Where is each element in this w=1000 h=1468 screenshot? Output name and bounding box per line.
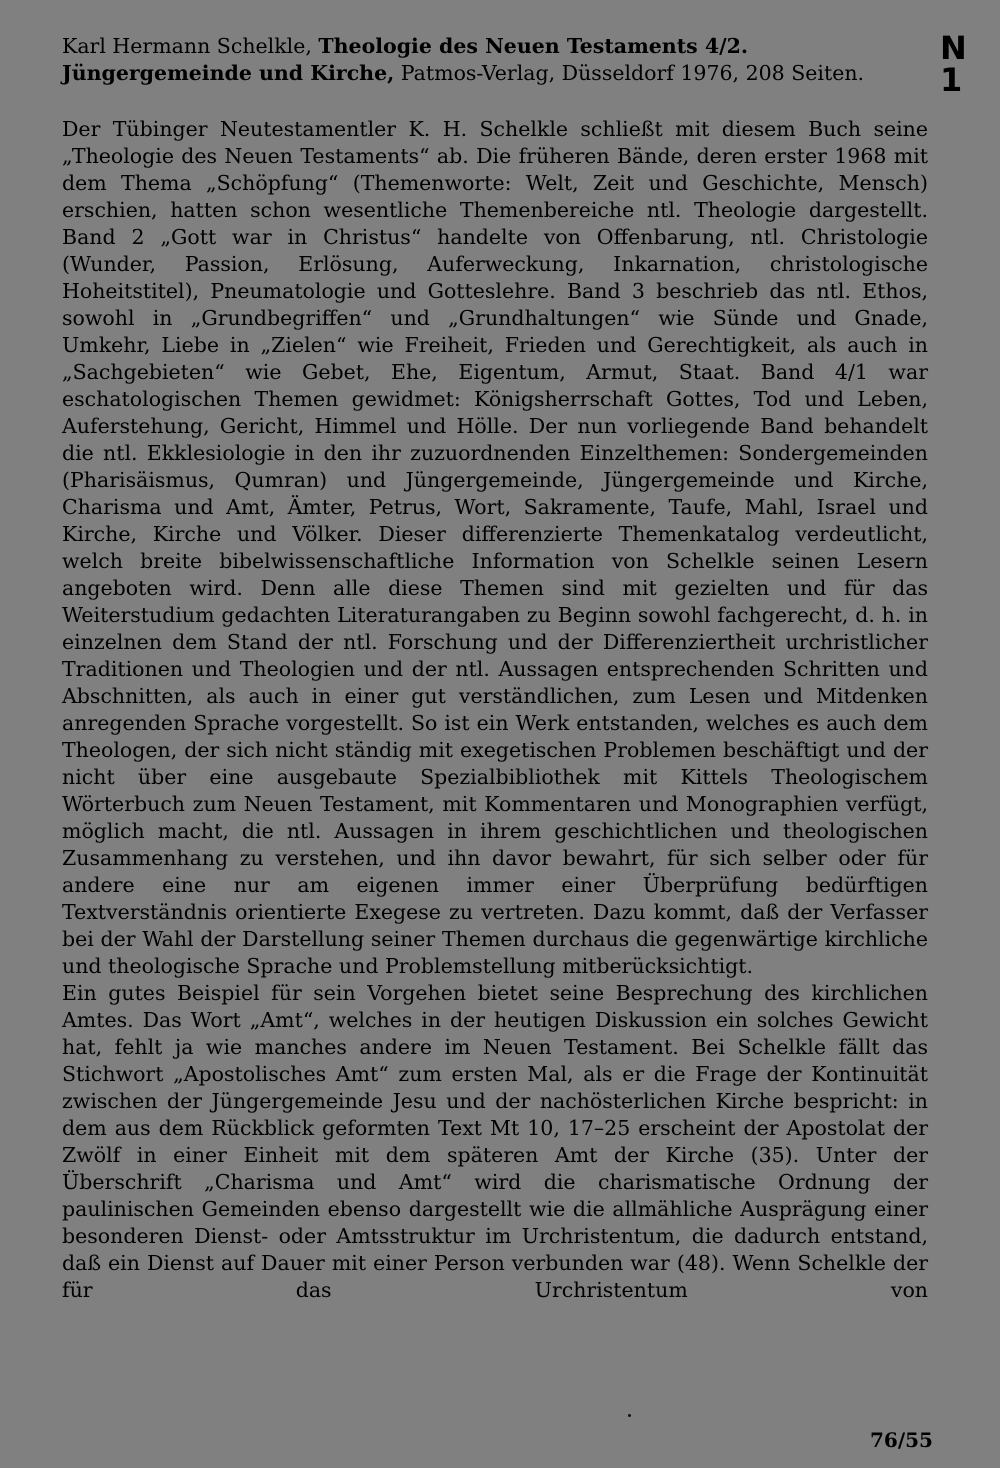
paragraph: Der Tübinger Neutestamentler K. H. Schelkle schließt mit diesem Buch seine „Theologie des Neuen Testaments“ ab. Die früheren Bände, deren erster 1968 mit dem Thema „Schöpfung“ (Themenworte: Welt, Zeit und Geschichte, Mensch) erschien, hatten schon wesentliche Themenbereiche ntl. Theologie dargestellt. Band 2 „Gott war in Christus“ handelte von Offenbarung, ntl. Christologie (Wunder, Passion, Erlösung, Auferweckung, Inkarnation, christologische Hoheitstitel), Pneumatologie und Gotteslehre. Band 3 beschrieb das ntl. Ethos, sowohl in „Grundbegriffen“ und „Grundhaltungen“ wie Sünde und Gnade, Umkehr, Liebe in „Zielen“ wie Freiheit, Frieden und Gerechtigkeit, als auch in „Sachgebieten“ wie Gebet, Ehe, Eigentum, Armut, Staat. Band 4/1 war eschatologischen Themen gewidmet: Königsherrschaft Gottes, Tod und Leben, Auferstehung, Gericht, Himmel und Hölle. Der nun vorliegende Band behandelt die ntl. Ekklesiologie in den ihr zuzuordnenden Einzelthemen: Sondergemeinden (Pharisäismus, Qumran) und Jüngergemeinde, Jüngergemeinde und Kirche, Charisma und Amt, Ämter, Petrus, Wort, Sakramente, Taufe, Mahl, Israel und Kirche, Kirche und Völker. Dieser differenzierte Themenkatalog verdeutlicht, welch breite bibelwissenschaftliche Information von Schelkle seinen Lesern angeboten wird. Denn alle diese Themen sind mit gezielten und für das Weiterstudium gedachten Literaturangaben zu Beginn sowohl fachgerecht, d. h. in einzelnen dem Stand der ntl. Forschung und der Differenziertheit urchristlicher Traditionen und Theologien und der ntl. Aussagen entsprechenden Schritten und Abschnitten, als auch in einer gut verständlichen, zum Lesen und Mitdenken anregenden Sprache vorgestellt. So ist ein Werk entstanden, welches es auch dem Theologen, der sich nicht ständig mit exegetischen Problemen beschäftigt und der nicht über eine ausgebaute Spezialbibliothek mit Kittels Theologischem Wörterbuch zum Neuen Testament, mit Kommentaren und Monographien verfügt, möglich macht, die ntl. Aussagen in ihrem geschichtlichen und theologischen Zusammenhang zu verstehen, und ihn davor bewahrt, für sich selber oder für andere eine nur am eigenen immer einer Überprüfung bedürftigen Textverständnis orientierte Exegese zu vertreten. Dazu kommt, daß der Verfasser bei der Wahl der Darstellung seiner Themen durchaus die gegenwärtige kirchliche und theologische Sprache und Problemstellung mitberücksichtigt.: [62, 117, 928, 978]
book-citation: [62, 33, 922, 87]
page-number: 76/55: [870, 1428, 933, 1452]
print-speck: [628, 1414, 631, 1417]
section-mark: N 1: [940, 29, 968, 99]
review-body: [62, 116, 928, 1304]
citation-publisher: Patmos-Verlag, Düsseldorf 1976, 208 Seiten.: [400, 61, 865, 85]
citation-title: Theologie des Neuen Testaments 4/2. Jüngergemeinde und Kirche,: [62, 34, 749, 85]
citation-author: Karl Hermann Schelkle,: [62, 34, 312, 58]
paragraph: Ein gutes Beispiel für sein Vorgehen bietet seine Besprechung des kirchlichen Amtes. Das Wort „Amt“, welches in der heutigen Diskussion ein solches Gewicht hat, fehlt ja wie manches andere im Neuen Testament. Bei Schelkle fällt das Stichwort „Apostolisches Amt“ zum ersten Mal, als er die Frage der Kontinuität zwischen der Jüngergemeinde Jesu und der nachösterlichen Kirche bespricht: in dem aus dem Rückblick geformten Text Mt 10, 17–25 erscheint der Apostolat der Zwölf in einer Einheit mit dem späteren Amt der Kirche (35). Unter der Überschrift „Charisma und Amt“ wird die charismatische Ordnung der paulinischen Gemeinden ebenso dargestellt wie die allmähliche Ausprägung einer besonderen Dienst- oder Amtsstruktur im Urchristentum, die dadurch entstand, daß ein Dienst auf Dauer mit einer Person verbunden war (48). Wenn Schelkle der für das Urchristentum von: [62, 981, 928, 1302]
